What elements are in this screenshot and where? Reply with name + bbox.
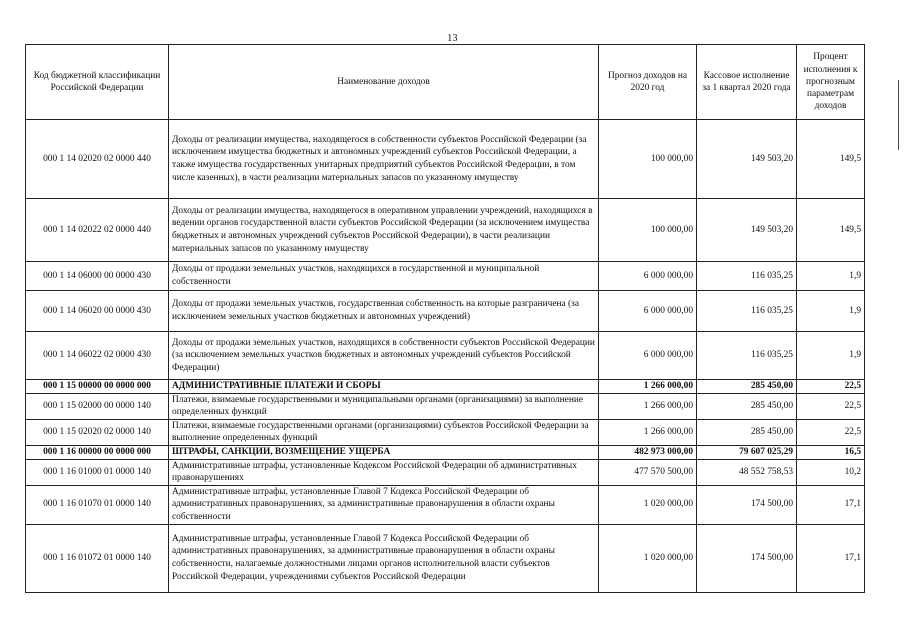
row-exec: 116 035,25	[697, 332, 797, 380]
row-code: 000 1 14 06022 02 0000 430	[26, 332, 169, 380]
row-plan: 6 000 000,00	[599, 262, 697, 291]
row-pct: 22,5	[797, 419, 865, 445]
row-pct: 1,9	[797, 262, 865, 291]
row-pct: 1,9	[797, 291, 865, 332]
row-name: Доходы от продажи земельных участков, находящихся в собственности субъектов Российской Федерации (за исключением земельных участков бюджетных и автономных учреждений субъектов Российской Федерации)	[169, 332, 599, 380]
row-plan: 1 266 000,00	[599, 380, 697, 394]
header-exec: Кассовое исполнение за 1 квартал 2020 года	[697, 45, 797, 120]
row-pct: 149,5	[797, 120, 865, 199]
row-plan: 1 266 000,00	[599, 419, 697, 445]
row-exec: 116 035,25	[697, 262, 797, 291]
row-exec: 174 500,00	[697, 524, 797, 592]
row-plan: 1 266 000,00	[599, 393, 697, 419]
row-plan: 100 000,00	[599, 199, 697, 262]
row-exec: 149 503,20	[697, 199, 797, 262]
row-name: ШТРАФЫ, САНКЦИИ, ВОЗМЕЩЕНИЕ УЩЕРБА	[169, 445, 599, 459]
row-name: Административные штрафы, установленные Главой 7 Кодекса Российской Федерации об административных правонарушениях, за административные правонарушения в области охраны собственности	[169, 485, 599, 524]
row-code: 000 1 16 00000 00 0000 000	[26, 445, 169, 459]
table-row	[26, 459, 865, 485]
row-exec: 149 503,20	[697, 120, 797, 199]
row-plan: 482 973 000,00	[599, 445, 697, 459]
row-code: 000 1 16 01072 01 0000 140	[26, 524, 169, 592]
row-pct: 17,1	[797, 524, 865, 592]
row-pct: 17,1	[797, 485, 865, 524]
table-row	[26, 485, 865, 524]
table-row	[26, 332, 865, 380]
row-exec: 48 552 758,53	[697, 459, 797, 485]
header-plan: Прогноз доходов на 2020 год	[599, 45, 697, 120]
row-plan: 477 570 500,00	[599, 459, 697, 485]
row-name: Доходы от продажи земельных участков, государственная собственность на которые разграничена (за исключением земельных участков бюджетных и автономных учреждений)	[169, 291, 599, 332]
row-name: АДМИНИСТРАТИВНЫЕ ПЛАТЕЖИ И СБОРЫ	[169, 380, 599, 394]
table-row	[26, 419, 865, 445]
row-code: 000 1 16 01070 01 0000 140	[26, 485, 169, 524]
row-plan: 6 000 000,00	[599, 332, 697, 380]
row-pct: 10,2	[797, 459, 865, 485]
row-plan: 6 000 000,00	[599, 291, 697, 332]
row-name: Платежи, взимаемые государственными и муниципальными органами (организациями) за выполнение определенных функций	[169, 393, 599, 419]
table-row	[26, 262, 865, 291]
header-name: Наименование доходов	[169, 45, 599, 120]
row-name: Платежи, взимаемые государственными органами (организациями) субъектов Российской Федерации за выполнение определенных функций	[169, 419, 599, 445]
table-row	[26, 445, 865, 459]
table-row	[26, 291, 865, 332]
table-row	[26, 199, 865, 262]
page-number: 13	[447, 33, 458, 44]
table-row	[26, 380, 865, 394]
row-code: 000 1 14 02020 02 0000 440	[26, 120, 169, 199]
row-exec: 79 607 025,29	[697, 445, 797, 459]
row-code: 000 1 15 02020 02 0000 140	[26, 419, 169, 445]
row-pct: 1,9	[797, 332, 865, 380]
row-pct: 22,5	[797, 380, 865, 394]
row-exec: 285 450,00	[697, 419, 797, 445]
row-code: 000 1 15 02000 00 0000 140	[26, 393, 169, 419]
row-name: Административные штрафы, установленные Кодексом Российской Федерации об административных правонарушениях	[169, 459, 599, 485]
row-exec: 174 500,00	[697, 485, 797, 524]
row-code: 000 1 15 00000 00 0000 000	[26, 380, 169, 394]
row-code: 000 1 16 01000 01 0000 140	[26, 459, 169, 485]
table-row	[26, 524, 865, 592]
row-code: 000 1 14 06020 00 0000 430	[26, 291, 169, 332]
table-body	[26, 120, 865, 593]
row-code: 000 1 14 06000 00 0000 430	[26, 262, 169, 291]
table-header-row	[26, 45, 865, 120]
row-plan: 1 020 000,00	[599, 524, 697, 592]
row-name: Доходы от продажи земельных участков, находящихся в государственной и муниципальной собственности	[169, 262, 599, 291]
row-plan: 1 020 000,00	[599, 485, 697, 524]
row-name: Доходы от реализации имущества, находящегося в собственности субъектов Российской Федерации (за исключением имущества бюджетных и автономных учреждений субъектов Российской Федерации, а также имущества государственных унитарных предприятий субъектов Российской Федерации, в том числе казенных), в части реализации материальных запасов по указанному имуществу	[169, 120, 599, 199]
header-code: Код бюджетной классификации Российской Федерации	[26, 45, 169, 120]
table-row	[26, 393, 865, 419]
row-exec: 116 035,25	[697, 291, 797, 332]
row-pct: 16,5	[797, 445, 865, 459]
row-exec: 285 450,00	[697, 393, 797, 419]
row-name: Административные штрафы, установленные Главой 7 Кодекса Российской Федерации об административных правонарушениях, за административные правонарушения в области охраны собственности, налагаемые должностными лицами органов исполнительной власти субъектов Российской Федерации, учреждениями субъектов Российской Федерации	[169, 524, 599, 592]
revenue-table	[25, 44, 865, 593]
row-code: 000 1 14 02022 02 0000 440	[26, 199, 169, 262]
row-pct: 22,5	[797, 393, 865, 419]
row-exec: 285 450,00	[697, 380, 797, 394]
row-name: Доходы от реализации имущества, находящегося в оперативном управлении учреждений, находящихся в ведении органов государственной власти субъектов Российской Федерации (за исключением имущества бюджетных и автономных учреждений субъектов Российской Федерации), в части реализации материальных запасов по указанному имуществу	[169, 199, 599, 262]
header-pct: Процент исполнения к прогнозным параметрам доходов	[797, 45, 865, 120]
table-row	[26, 120, 865, 199]
row-pct: 149,5	[797, 199, 865, 262]
margin-mark	[898, 80, 899, 150]
row-plan: 100 000,00	[599, 120, 697, 199]
